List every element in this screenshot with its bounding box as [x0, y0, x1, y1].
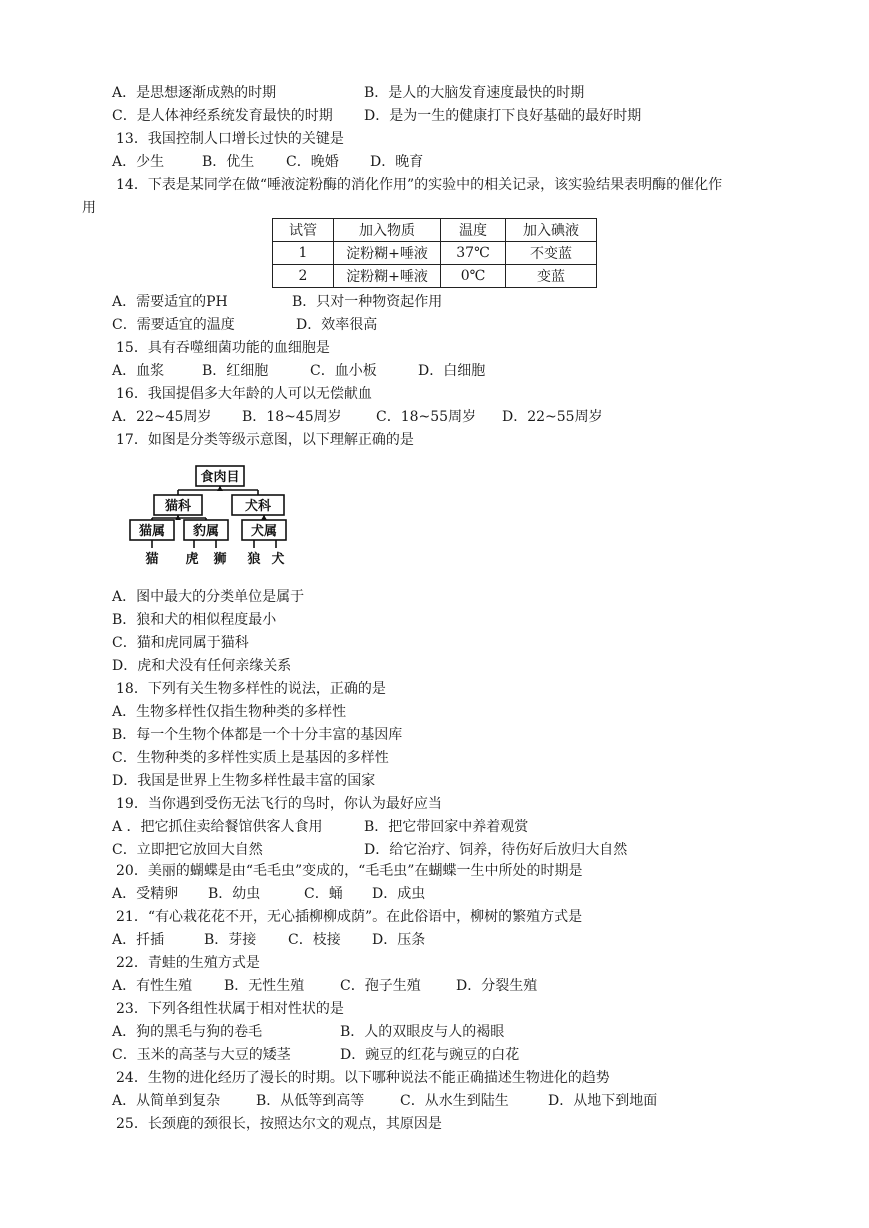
q23-option-d: D．豌豆的红花与豌豆的白花: [340, 1047, 520, 1063]
q21-option-c: C．枝接: [288, 932, 341, 948]
q19-option-a: A ．把它抓住卖给餐馆供客人食用: [112, 819, 323, 835]
q18-option-b: B．每一个生物个体都是一个十分丰富的基因库: [112, 727, 403, 743]
q13-option-d: D．晚育: [370, 154, 424, 170]
table-row: [273, 242, 597, 265]
q16-option-a: A．22~45周岁: [112, 409, 212, 425]
q19-option-b: B．把它带回家中养着观赏: [364, 819, 529, 835]
question-16: 16．我国提倡多大年龄的人可以无偿献血: [116, 386, 372, 402]
q24-options: [112, 1092, 657, 1110]
q16-option-d: D．22~55周岁: [502, 409, 603, 425]
diagram-family-label: 犬科: [244, 499, 272, 514]
diagram-species-label: 狼: [247, 552, 261, 567]
q21-option-a: A．扦插: [112, 932, 165, 948]
q21-option-d: D．压条: [372, 932, 426, 948]
q19-option-c: C．立即把它放回大自然: [112, 842, 263, 858]
q12-options-ab: [112, 84, 584, 102]
q15-option-b: B．红细胞: [202, 363, 269, 379]
q19-options-ab: [112, 818, 528, 836]
question-13: 13．我国控制人口增长过快的关键是: [116, 131, 344, 147]
q17-option-c: C．猫和虎同属于猫科: [112, 635, 249, 651]
q22-option-d: D．分裂生殖: [456, 978, 538, 994]
q14-options-cd: [112, 316, 377, 334]
question-23: 23．下列各组性状属于相对性状的是: [116, 1001, 344, 1017]
q15-option-d: D．白细胞: [418, 363, 486, 379]
table-cell: 变蓝: [506, 265, 597, 288]
table-header: 加入物质: [334, 219, 441, 242]
table-cell: 1: [273, 242, 334, 265]
q16-options: [112, 408, 603, 426]
table-cell: 2: [273, 265, 334, 288]
q18-option-c: C．生物种类的多样性实质上是基因的多样性: [112, 750, 389, 766]
diagram-genus-label: 猫属: [138, 524, 166, 539]
q13-option-b: B．优生: [202, 154, 255, 170]
question-15: 15．具有吞噬细菌功能的血细胞是: [116, 340, 330, 356]
q15-option-c: C．血小板: [310, 363, 377, 379]
q24-option-d: D．从地下到地面: [548, 1093, 658, 1109]
table-header: 温度: [441, 219, 506, 242]
q22-option-b: B．无性生殖: [224, 978, 305, 994]
q20-options: [112, 885, 425, 903]
diagram-species-label: 狮: [213, 552, 227, 567]
table-header: 加入碘液: [506, 219, 597, 242]
q23-option-a: A．狗的黑毛与狗的卷毛: [112, 1024, 263, 1040]
diagram-order-label: 食肉目: [200, 470, 240, 485]
question-22: 22．青蛙的生殖方式是: [116, 955, 260, 971]
q23-option-c: C．玉米的高茎与大豆的矮茎: [112, 1047, 291, 1063]
q15-option-a: A．血浆: [112, 363, 165, 379]
q20-option-d: D．成虫: [372, 886, 426, 902]
question-18: 18．下列有关生物多样性的说法，正确的是: [116, 681, 386, 697]
q14-option-b: B．只对一种物资起作用: [292, 294, 443, 310]
q23-options-ab: [112, 1023, 504, 1041]
question-20: 20．美丽的蝴蝶是由“毛毛虫”变成的，“毛毛虫”在蝴蝶一生中所处的时期是: [116, 863, 583, 879]
diagram-species-label: 犬: [271, 552, 285, 567]
classification-diagram: [128, 462, 296, 570]
q12-option-a: A．是思想逐渐成熟的时期: [112, 85, 277, 101]
q23-options-cd: [112, 1046, 519, 1064]
question-17: 17．如图是分类等级示意图，以下理解正确的是: [116, 432, 414, 448]
q21-option-b: B．芽接: [204, 932, 257, 948]
q24-option-b: B．从低等到高等: [256, 1093, 365, 1109]
q15-options: [112, 362, 485, 380]
q16-option-b: B．18~45周岁: [242, 409, 342, 425]
q14-option-d: D．效率很高: [296, 317, 378, 333]
diagram-family-label: 猫科: [164, 499, 192, 514]
experiment-table: [272, 218, 597, 288]
q23-option-b: B．人的双眼皮与人的褐眼: [340, 1024, 505, 1040]
question-21: 21．“有心栽花花不开，无心插柳柳成荫”。在此俗语中，柳树的繁殖方式是: [116, 909, 583, 925]
q19-option-d: D．给它治疗、饲养，待伤好后放归大自然: [364, 842, 628, 858]
diagram-species-label: 虎: [185, 552, 199, 567]
q20-option-b: B．幼虫: [208, 886, 261, 902]
q22-options: [112, 977, 537, 995]
q12-option-c: C．是人体神经系统发育最快的时期: [112, 108, 333, 124]
q17-option-d: D．虎和犬没有任何亲缘关系: [112, 658, 292, 674]
q21-options: [112, 931, 425, 949]
table-cell: 不变蓝: [506, 242, 597, 265]
q17-option-b: B．狼和犬的相似程度最小: [112, 612, 277, 628]
question-14: 14．下表是某同学在做“唾液淀粉酶的消化作用”的实验中的相关记录，该实验结果表明酶的催化作: [116, 177, 723, 193]
q22-option-a: A．有性生殖: [112, 978, 193, 994]
diagram-species-label: 猫: [145, 552, 159, 567]
q18-option-a: A．生物多样性仅指生物种类的多样性: [112, 704, 347, 720]
diagram-genus-label: 豹属: [192, 524, 220, 539]
q20-option-a: A．受精卵: [112, 886, 179, 902]
table-cell: 淀粉糊+唾液: [334, 242, 441, 265]
table-cell: 37℃: [441, 242, 506, 265]
q18-option-d: D．我国是世界上生物多样性最丰富的国家: [112, 773, 376, 789]
q13-option-a: A．少生: [112, 154, 165, 170]
question-25: 25．长颈鹿的颈很长，按照达尔文的观点，其原因是: [116, 1116, 442, 1132]
q14-option-a: A．需要适宜的PH: [112, 294, 228, 310]
q12-options-cd: [112, 107, 641, 125]
q19-options-cd: [112, 841, 627, 859]
question-14-continued: 用: [82, 200, 96, 216]
q13-options: [112, 153, 423, 171]
q24-option-a: A．从简单到复杂: [112, 1093, 221, 1109]
q12-option-b: B．是人的大脑发育速度最快的时期: [364, 85, 585, 101]
q17-option-a: A．图中最大的分类单位是属于: [112, 589, 305, 605]
q22-option-c: C．孢子生殖: [340, 978, 421, 994]
q20-option-c: C．蛹: [304, 886, 343, 902]
question-19: 19．当你遇到受伤无法飞行的鸟时，你认为最好应当: [116, 796, 442, 812]
q12-option-d: D．是为一生的健康打下良好基础的最好时期: [364, 108, 642, 124]
table-cell: 淀粉糊+唾液: [334, 265, 441, 288]
table-header: 试管: [273, 219, 334, 242]
q14-options-ab: [112, 293, 442, 311]
table-row: [273, 265, 597, 288]
q24-option-c: C．从水生到陆生: [400, 1093, 509, 1109]
table-cell: 0℃: [441, 265, 506, 288]
question-24: 24．生物的进化经历了漫长的时期。以下哪种说法不能正确描述生物进化的趋势: [116, 1070, 610, 1086]
q13-option-c: C．晚婚: [286, 154, 339, 170]
table-header-row: [273, 219, 597, 242]
diagram-genus-label: 犬属: [250, 524, 278, 539]
q16-option-c: C．18~55周岁: [376, 409, 477, 425]
q14-option-c: C．需要适宜的温度: [112, 317, 235, 333]
